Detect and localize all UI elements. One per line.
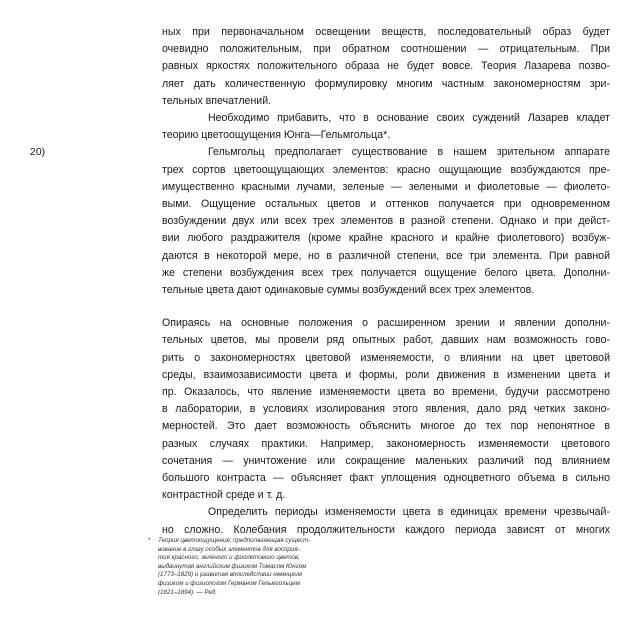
footnote-line: тия красного, зеленого и фиолетового цветов, [158,554,300,562]
text-line: контрастной среде и т. д. [162,489,286,502]
text-line: даются в некоторой мере, но в различной степени, все три элемента. При равной [162,249,610,262]
text-line: мерностей. Это дает возможность объяснить многое до тех пор непонятное в [162,420,610,433]
text-line: сочетания — уничтожение или сокращение маленьких различий под влиянием [162,454,610,467]
text-line: Необходимо прибавить, что в основание своих суждений Лазарев кладет [208,112,610,125]
text-line: но сложно. Колебания продолжительности каждого периода зависят от многих [162,523,610,536]
text-line: тельных цветов, мы провели ряд опытных работ, давших нам возможность гово- [162,334,610,347]
text-line: Опираясь на основные положения о расширенном зрении и явлении дополни- [162,317,610,330]
text-line: тельных впечатлений. [162,94,272,107]
footnote-line: (1821–1894). — Ред. [158,588,218,596]
text-line: же степени возбуждения всех трех получается ощущение белого цвета. Дополни- [162,266,610,279]
text-line: тельные цвета дают одинаковые суммы возбуждений всех трех элементов. [162,284,535,297]
text-line: ных при первоначальном освещении веществ, последовательный образ будет [162,26,610,38]
footnote-line: (1773–1829) и развитая впоследствии немецким [158,571,302,579]
paragraph-gap [162,299,610,315]
footnote-mark: * [148,537,151,544]
paragraph [162,504,610,538]
paragraph [162,110,610,144]
footnote-line: физиком и физиологом Германом Гельмгольцем [158,579,300,587]
footnote-line [148,537,348,546]
text-line: выми. Ощущение остальных цветов и оттенков получается при одновременном [162,198,610,211]
text-line: большого контраста — объясняет факт уплощения одноцветного объема в сильно [162,472,610,485]
text-line: трех сортов цветоощущающих элементов: красно ощущающие возбуждаются пре- [162,163,610,176]
margin-note-number: 20) [30,146,46,158]
text-line: в лаборатории, в условиях изолирования этого явления, дало ряд четких законо- [162,403,610,416]
main-text [162,24,610,539]
text-line: имущественно красными лучами, зеленые — зелеными и фиолетовые — фиолето- [162,180,610,193]
text-line: очевидно положительным, при обратном соотношении — отрицательным. При [162,43,610,56]
text-line: Определить периоды изменяемости цвета в единицах времени чрезвычай- [208,506,610,519]
text-line: ляет дать количественную формулировку многим частным закономерностям зри- [162,77,610,90]
footnote-line: вование в глазу особых элементов для восприя- [158,545,300,553]
text-line: вии любого раздражителя (кроме крайне красного и крайне фиолетового) возбуж- [162,232,610,245]
footnote-line: выдвинутая английским физиком Томасом Юнгом [158,562,307,570]
text-line: среды, взаимозависимости цвета и формы, роли движения в изменении цвета и [162,368,610,381]
paragraph [162,24,610,110]
text-line: теорию цветоощущения Юнга—Гельмгольца*. [162,129,391,142]
footnote-text: Теория цветоощущения, предполагающая сущест- [158,537,311,544]
text-line: рить о закономерностях цветовой изменяемости, о влиянии на цвет цветовой [162,351,610,364]
text-line: пр. Оказалось, что явление изменяемости цвета во времени, будучи рассмотрено [162,386,610,399]
text-line: равных яркостях положительного образа не будет вовсе. Теория Лазарева позво- [162,60,610,73]
paragraph [162,144,610,299]
paragraph [162,315,610,504]
footnote [148,537,348,597]
text-line: Гельмгольц предполагает существование в нашем зрительном аппарате [208,146,610,159]
text-line: разных случаях практики. Например, закономерность изменяемости цветового [162,437,610,450]
text-line: возбуждении двух или всех трех элементов в разной степени. Однако и при дейст- [162,215,610,228]
